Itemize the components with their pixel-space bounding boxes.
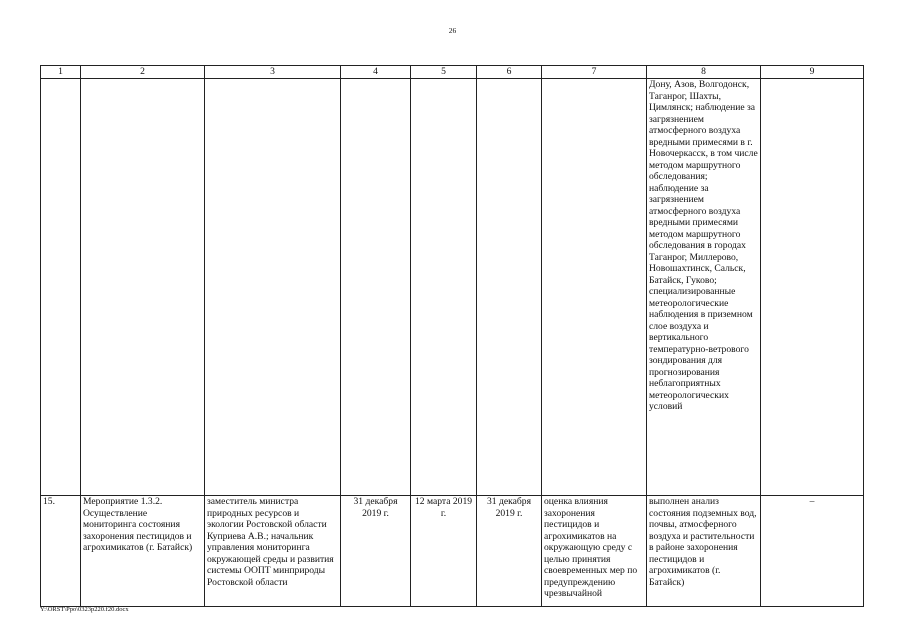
actual-end-cell: 31 декабря 2019 г.	[477, 496, 542, 607]
planned-date-cell: 31 декабря 2019 г.	[341, 496, 411, 607]
report-table	[40, 65, 864, 607]
column-number: 1	[41, 66, 81, 79]
note-cell: –	[761, 496, 864, 607]
responsible-cell: заместитель министра природных ресурсов и экологии Ростовской области Куприева А.В.; начальник управления мониторинга окружающей среды и развития системы ООПТ минприроды Ростовской области	[205, 496, 341, 607]
table-row	[41, 79, 864, 496]
column-number: 2	[81, 66, 205, 79]
column-number: 8	[647, 66, 761, 79]
column-number: 5	[411, 66, 477, 79]
column-number: 6	[477, 66, 542, 79]
column-number-row	[41, 66, 864, 79]
actual-result-cell: выполнен анализ состояния подземных вод, почвы, атмосферного воздуха и растительности в районе захоронения пестицидов и агрохимикатов (г. Батайск)	[647, 496, 761, 607]
event-cell: Мероприятие 1.3.2. Осуществление мониторинга состояния захоронения пестицидов и агрохимикатов (г. Батайск)	[81, 496, 205, 607]
actual-result-cell: Дону, Азов, Волгодонск, Таганрог, Шахты, Цимлянск; наблюдение за загрязнением атмосферного воздуха вредными примесями в г. Новочеркасск, в том числе методом маршрутного обследования; наблюдение за загрязнением атмосферного воздуха вредными примесями методом маршрутного обследования в городах Таганрог, Миллерово, Новошахтинск, Сальск, Батайск, Гуково; специализированные метеорологические наблюдения в приземном слое воздуха и вертикального температурно-ветрового зондирования для прогнозирования неблагоприятных метеорологических условий	[647, 79, 761, 496]
column-number: 9	[761, 66, 864, 79]
row-number-cell: 15.	[41, 496, 81, 607]
column-number: 3	[205, 66, 341, 79]
expected-result-cell: оценка влияния захоронения пестицидов и агрохимикатов на окружающую среду с целью принятия своевременных мер по предупреждению чрезвычайной	[542, 496, 647, 607]
page-number: 26	[448, 26, 457, 35]
table-row	[41, 496, 864, 607]
actual-start-cell: 12 марта 2019 г.	[411, 496, 477, 607]
column-number: 7	[542, 66, 647, 79]
file-path-footer: Y:\ORST\Ppo\0323p220.f20.docx	[40, 606, 129, 613]
column-number: 4	[341, 66, 411, 79]
